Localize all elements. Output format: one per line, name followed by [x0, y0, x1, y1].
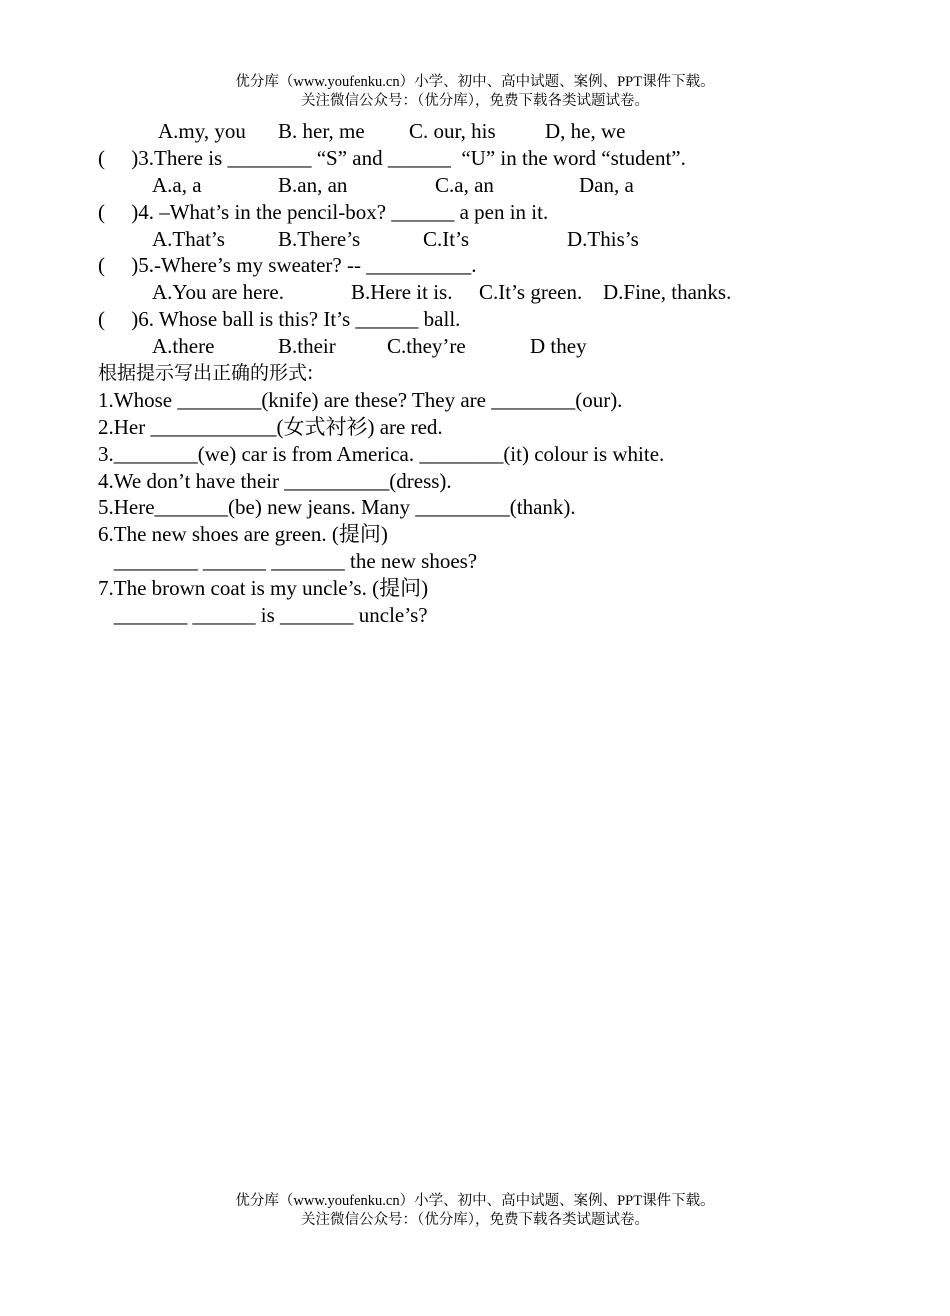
- q6-stem: ( )6. Whose ball is this? It’s ______ ball.: [98, 307, 461, 332]
- fill-item-1: 1.Whose ________(knife) are these? They are ________(our).: [98, 387, 623, 412]
- q6-option-c: C.they’re: [387, 334, 466, 359]
- section-title: 根据提示写出正确的形式:: [98, 362, 314, 385]
- q3-option-d: Dan, a: [579, 172, 634, 197]
- q3-stem: ( )3.There is ________ “S” and ______ “U” in the word “student”.: [98, 145, 686, 170]
- q3-option-a: A.a, a: [152, 172, 202, 197]
- q3-options: [98, 172, 918, 199]
- q4-stem: ( )4. –What’s in the pencil-box? ______ a pen in it.: [98, 199, 549, 224]
- header-line-1: 优分库（www.youfenku.cn）小学、初中、高中试题、案例、PPT课件下载。: [235, 74, 715, 90]
- q4-options: [98, 226, 918, 253]
- fill-item-7: 7.The brown coat is my uncle’s. (提问): [98, 576, 429, 601]
- q2-option-d: D, he, we: [545, 119, 626, 143]
- q6-option-d: D they: [530, 334, 587, 359]
- fill-item-3: 3.________(we) car is from America. ________(it) colour is white.: [98, 441, 665, 466]
- q2-option-c: C. our, his: [409, 119, 496, 143]
- fill-item-4: 4.We don’t have their __________(dress).: [98, 468, 452, 493]
- q5-options: [98, 279, 918, 306]
- q2-options: [98, 118, 918, 145]
- q4-option-c: C.It’s: [423, 226, 470, 251]
- q4-option-b: B.There’s: [278, 226, 361, 251]
- q4-option-a: A.That’s: [152, 226, 225, 251]
- q6-options: [98, 333, 918, 360]
- q6-option-b: B.their: [278, 334, 336, 359]
- worksheet-body: [98, 118, 918, 629]
- header-line-2: 关注微信公众号：（优分库），免费下载各类试题试卷。: [301, 93, 649, 109]
- q3-option-b: B.an, an: [278, 172, 348, 197]
- fill-item-7-answer: _______ ______ is _______ uncle’s?: [98, 603, 428, 628]
- q5-option-d: D.Fine, thanks.: [603, 280, 732, 305]
- page-footer: [0, 1192, 950, 1230]
- fill-item-6: 6.The new shoes are green. (提问): [98, 522, 388, 547]
- fill-item-6-answer: ________ ______ _______ the new shoes?: [98, 549, 478, 574]
- page-header: [0, 73, 950, 111]
- fill-item-5: 5.Here_______(be) new jeans. Many _________(thank).: [98, 495, 576, 520]
- q5-stem: ( )5.-Where’s my sweater? -- __________.: [98, 253, 477, 278]
- fill-item-2: 2.Her ____________(女式衬衫) are red.: [98, 414, 443, 439]
- q3-option-c: C.a, an: [435, 172, 494, 197]
- q5-option-a: A.You are here.: [152, 280, 284, 305]
- q5-option-c: C.It’s green.: [479, 280, 583, 305]
- q5-option-b: B.Here it is.: [351, 280, 453, 305]
- q2-option-b: B. her, me: [278, 119, 365, 143]
- q4-option-d: D.This’s: [567, 226, 639, 251]
- footer-line-1: 优分库（www.youfenku.cn）小学、初中、高中试题、案例、PPT课件下载。: [235, 1193, 715, 1209]
- footer-line-2: 关注微信公众号：（优分库），免费下载各类试题试卷。: [301, 1212, 649, 1228]
- q2-option-a: A.my, you: [158, 119, 246, 143]
- q6-option-a: A.there: [152, 334, 215, 359]
